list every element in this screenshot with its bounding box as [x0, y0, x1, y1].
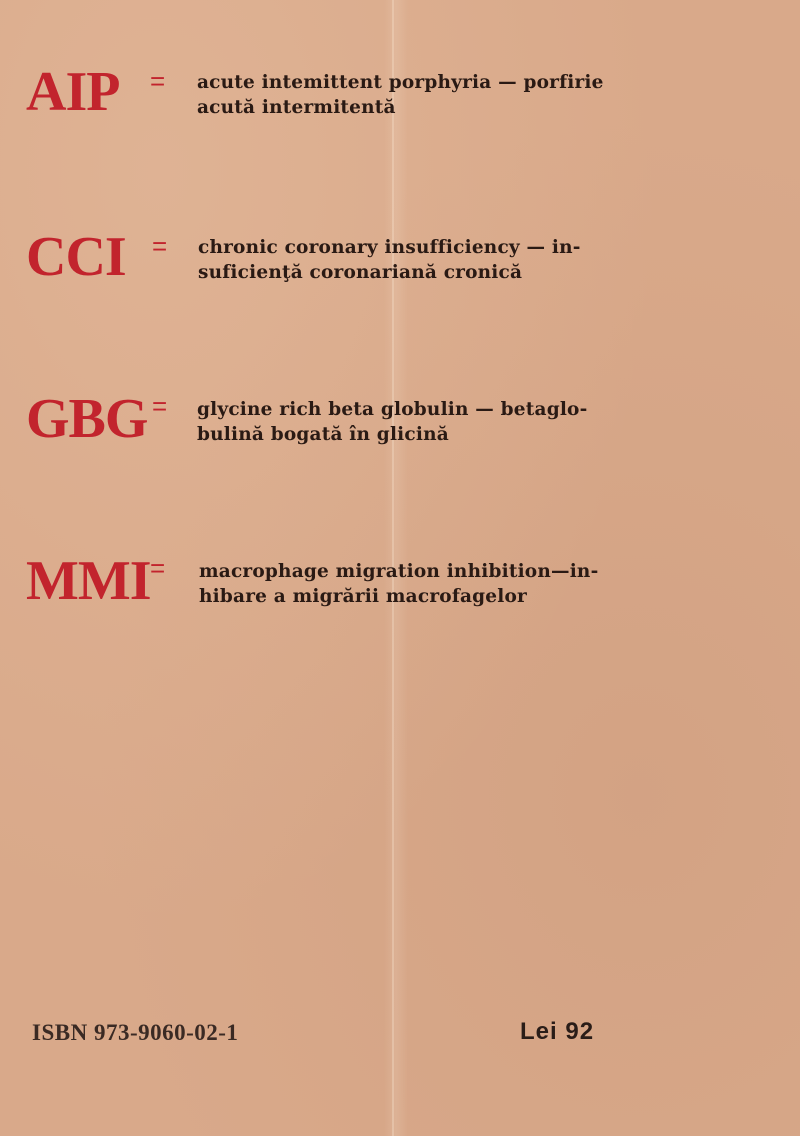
- equals-sign: =: [150, 66, 166, 96]
- equals-sign: =: [152, 391, 168, 421]
- abbreviation-definition: [198, 235, 618, 285]
- abbreviation-term: GBG: [26, 388, 148, 450]
- definition-line: glycine rich beta globulin — betaglo-: [197, 399, 588, 420]
- definition-line: suficienţă coronariană cronică: [198, 262, 523, 283]
- definition-line: bulină bogată în glicină: [197, 424, 449, 445]
- definition-line: macrophage migration inhibition—in-: [199, 561, 599, 582]
- equals-sign: =: [150, 553, 166, 583]
- definition-line: acută intermitentă: [197, 97, 396, 118]
- abbreviation-definition: [199, 559, 619, 609]
- definition-line: chronic coronary insufficiency — in-: [198, 237, 581, 258]
- equals-sign: =: [152, 231, 168, 261]
- abbreviation-term: MMI: [26, 550, 151, 612]
- abbreviation-definition: [197, 397, 617, 447]
- price-label: Lei 92: [520, 1018, 595, 1045]
- definition-line: hibare a migrării macrofagelor: [199, 586, 527, 607]
- isbn-number: ISBN 973-9060-02-1: [32, 1020, 239, 1045]
- abbreviation-term: CCI: [26, 226, 126, 288]
- abbreviation-term: AIP: [26, 61, 120, 123]
- definition-line: acute intemittent porphyria — porfirie: [197, 72, 604, 93]
- abbreviation-definition: [197, 70, 617, 120]
